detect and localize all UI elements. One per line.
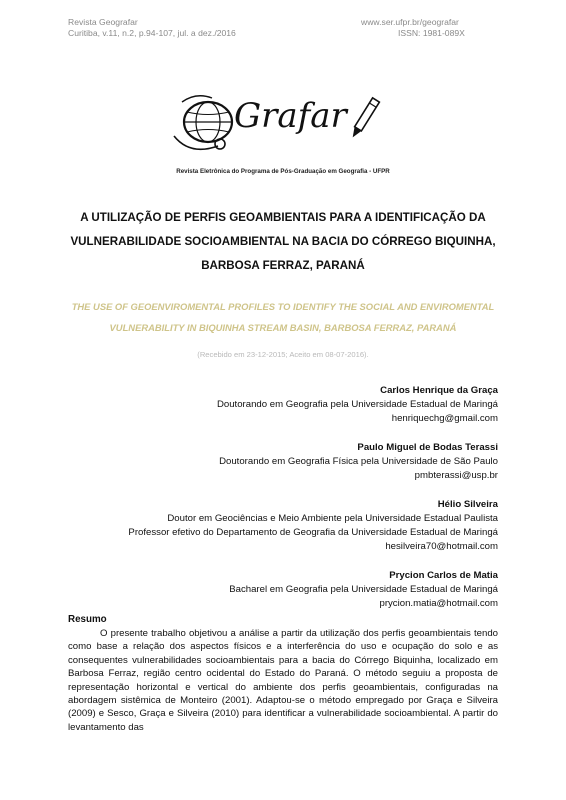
author-block <box>58 384 498 426</box>
title-line: BARBOSA FERRAZ, PARANÁ <box>201 259 365 272</box>
logo-wordmark: Grafar <box>234 96 347 136</box>
running-header-right <box>361 17 499 39</box>
journal-name: Revista Geografar <box>68 17 138 27</box>
abstract-text: O presente trabalho objetivou a análise a partir da utilização dos perfis geoambientais tendo como base a relação dos aspectos físicos e a interferência do uso e ocupação do solo e as consequentes vulnerabilidades socioambientais para a bacia do Córrego Biquinha, localizado em Barbosa Ferraz, região centro ocidental do Estado do Paraná. O método seguiu a proposta de representação horizontal e vertical do ambiente dos perfis geoambientais, configuradas na abordagem sistêmica de Monteiro (2001). Adaptou-se o método empregado por Graça e Silveira (2009) e Sesco, Graça e Silveira (2010) para identificar a vulnerabilidade socioambiental. A partir do levantamento das <box>68 628 498 733</box>
author-name: Paulo Miguel de Bodas Terassi <box>357 442 498 453</box>
author-affiliation: Doutor em Geociências e Meio Ambiente pela Universidade Estadual Paulista <box>167 513 498 524</box>
author-email[interactable]: prycion.matia@hotmail.com <box>379 598 498 609</box>
title-line: VULNERABILIDADE SOCIOAMBIENTAL NA BACIA DO CÓRREGO BIQUINHA, <box>70 235 496 248</box>
citation: Curitiba, v.11, n.2, p.94-107, jul. a dez./2016 <box>68 28 236 38</box>
author-affiliation: Bacharel em Geografia pela Universidade Estadual de Maringá <box>229 584 498 595</box>
author-name: Hélio Silveira <box>437 499 498 510</box>
author-block <box>58 569 498 611</box>
journal-url: www.ser.ufpr.br/geografar <box>361 17 459 27</box>
author-affiliation: Doutorando em Geografia pela Universidade Estadual de Maringá <box>216 399 498 410</box>
author-block <box>58 441 498 483</box>
author-list <box>58 384 498 626</box>
author-name: Prycion Carlos de Matia <box>389 570 498 581</box>
author-email[interactable]: henriquechg@gmail.com <box>391 413 498 424</box>
article-title-english <box>60 296 506 338</box>
received-dates: (Recebido em 23-12-2015; Aceito em 08-07-2016). <box>197 350 369 359</box>
author-email[interactable]: hesilveira70@hotmail.com <box>385 541 498 552</box>
running-header-left <box>68 17 236 39</box>
abstract-heading: Resumo <box>68 614 107 625</box>
author-block <box>58 498 498 554</box>
author-email[interactable]: pmbterassi@usp.br <box>414 470 498 481</box>
article-title <box>60 206 506 278</box>
journal-logo <box>168 90 408 160</box>
title-en-line: THE USE OF GEOENVIROMENTAL PROFILES TO IDENTIFY THE SOCIAL AND ENVIROMENTAL <box>71 301 495 312</box>
title-line: A UTILIZAÇÃO DE PERFIS GEOAMBIENTAIS PARA A IDENTIFICAÇÃO DA <box>80 211 486 224</box>
issn: ISSN: 1981-089X <box>398 28 465 38</box>
author-affiliation: Doutorando em Geografia Física pela Universidade de São Paulo <box>219 456 498 467</box>
logo-subtitle: Revista Eletrônica do Programa de Pós-Graduação em Geografia - UFPR <box>176 168 390 175</box>
author-affiliation: Professor efetivo do Departamento de Geografia da Universidade Estadual de Maringá <box>128 527 498 538</box>
title-en-line: VULNERABILITY IN BIQUINHA STREAM BASIN, BARBOSA FERRAZ, PARANÁ <box>109 322 457 333</box>
author-name: Carlos Henrique da Graça <box>380 385 498 396</box>
